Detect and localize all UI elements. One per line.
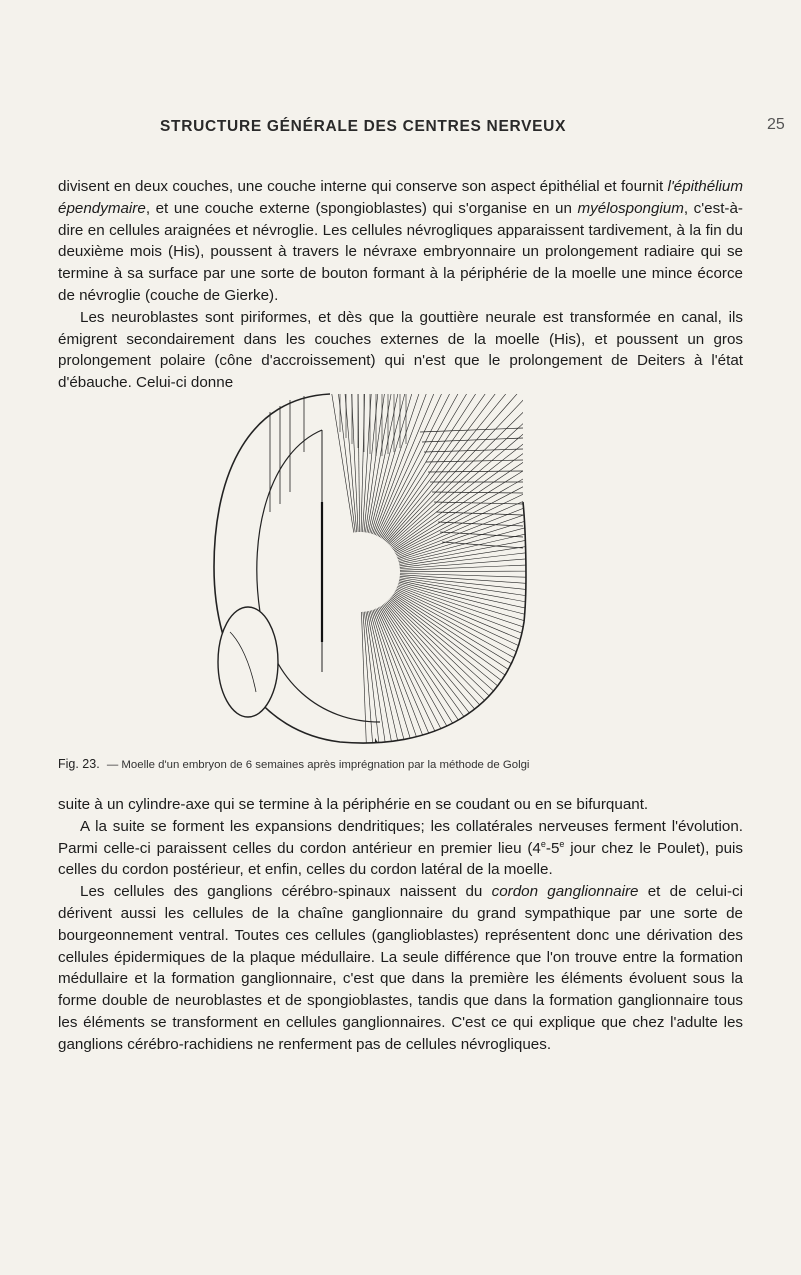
superscript: e xyxy=(540,838,546,849)
superscript: e xyxy=(559,838,565,849)
paragraph-block-1 xyxy=(58,176,743,394)
text-run: Les neuroblastes sont piriformes, et dès que la gouttière neurale est transformée en canal, ils émigrent secondairement dans les couches externes de la moelle (His), et poussent un gros prolongement polaire (cône d'accroissement) qui n'est que le prolongement de Deiters à l'état d'ébauche. Celui-ci donne xyxy=(58,308,743,392)
text-run: suite à un cylindre-axe qui se termine à la périphérie en se coudant ou en se bifurquant. xyxy=(58,796,649,813)
spinal-cord-illustration xyxy=(210,392,540,752)
text-run: Les cellules des ganglions cérébro-spinaux naissent du xyxy=(80,883,492,901)
text-run: -5 xyxy=(545,839,560,857)
text-run: A la suite se forment les expansions dendritiques; les collatérales nerveuses ferment l'évolution. Parmi celle-ci paraissent celles du cordon antérieur en premier lieu (4 xyxy=(58,817,743,857)
figure-label: Fig. 23. xyxy=(58,757,100,771)
term-cordon-ganglionnaire: cordon ganglionnaire xyxy=(491,883,639,901)
text-run: jour chez le Poulet), puis celles du cordon postérieur, et enfin, celles du cordon latéral de la moelle. xyxy=(58,839,743,879)
text-run: divisent en deux couches, une couche interne qui conserve son aspect épithélial et fournit xyxy=(58,178,668,195)
text-run: , et une couche externe (spongioblastes) qui s'organise en un xyxy=(145,199,578,217)
figure-spinal-cord xyxy=(210,392,540,752)
text-run: , c'est-à-dire en cellules araignées et névroglie. Les cellules névrogliques apparaissent tardivement, à la fin du deuxième mois (His), poussent à travers le névraxe embryonnaire un prolongement radiaire qui se termine à sa surface par une sorte de bouton formant à la périphérie de la moelle une mince écorce de névroglie (couche de Gierke). xyxy=(58,199,743,304)
page-number: 25 xyxy=(767,116,785,133)
text-run: et de celui-ci dérivent aussi les cellules de la chaîne ganglionnaire du grand sympathique par une sorte de bourgeonnement ventral. Toutes ces cellules (ganglioblastes) représentent donc une dérivation des cellules épidermiques de la plaque médullaire. La seule différence que l'on trouve entre la formation médullaire et la formation ganglionnaire, c'est que dans la première les éléments évoluent sous la forme double de neuroblastes et de spongioblastes, tandis que dans la formation ganglionnaire tous les éléments se transforment en cellules ganglionnaires. C'est ce qui explique que chez l'adulte les ganglions cérébro-rachidiens ne renferment pas de cellules névrogliques. xyxy=(58,883,744,1053)
term-myelospongium: myélospongium xyxy=(577,199,684,217)
page-header xyxy=(0,118,801,142)
figure-caption-text: — Moelle d'un embryon de 6 semaines après imprégnation par la méthode de Golgi xyxy=(106,759,530,771)
figure-caption xyxy=(58,757,758,771)
term-epithelium: l'épithélium épendymaire xyxy=(58,178,743,217)
paragraph-block-2 xyxy=(58,794,743,1056)
running-title: STRUCTURE GÉNÉRALE DES CENTRES NERVEUX xyxy=(160,118,567,135)
